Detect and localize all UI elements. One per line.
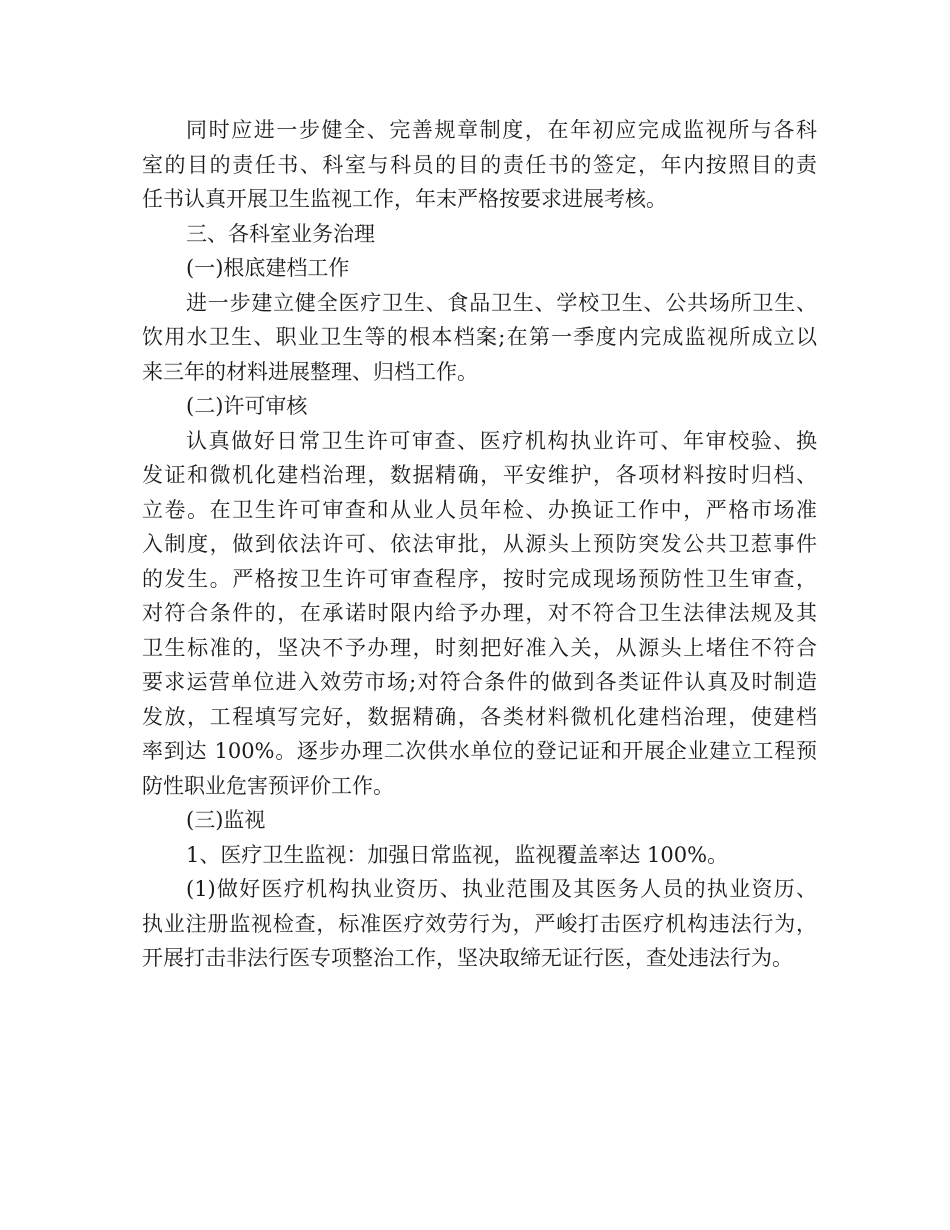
text-line: 防性职业危害预评价工作。 [142,773,394,798]
text-line: 的发生。严格按卫生许可审查程序，按时完成现场预防性卫生审查， [142,566,817,591]
text-line: 开展打击非法行医专项整治工作，坚决取缔无证行医，查处违法行为。 [142,946,793,970]
text-line: 对符合条件的，在承诺时限内给予办理，对不符合卫生法律法规及其 [142,601,817,625]
text-line: 入制度，做到依法许可、依法审批，从源头上预防突发公共卫惹事件 [142,532,817,556]
text-line: 卫生标准的，坚决不予办理，时刻把好准入关，从源头上堵住不符合 [142,635,817,660]
text-line: 任书认真开展卫生监视工作，年末严格按要求进展考核。 [142,187,667,211]
text-line: 执业注册监视检查，标准医疗效劳行为，严峻打击医疗机构违法行为， [142,911,817,936]
text-line: 来三年的材料进展整理、归档工作。 [142,359,478,384]
subsection-heading: (三)监视 [186,808,266,832]
section-heading: 三、各科室业务治理 [186,221,375,246]
text-line: 率到达 100%。逐步办理二次供水单位的登记证和开展企业建立工程预 [142,739,817,763]
text-line: 要求运营单位进入效劳市场;对符合条件的做到各类证件认真及时制造 [142,670,817,694]
text-line: 认真做好日常卫生许可审查、医疗机构执业许可、年审校验、换 [186,428,817,453]
text-line: 进一步建立健全医疗卫生、食品卫生、学校卫生、公共场所卫生、 [186,290,817,315]
text-line: 发证和微机化建档治理，数据精确，平安维护，各项材料按时归档、 [142,463,817,487]
text-line: 1、医疗卫生监视：加强日常监视，监视覆盖率达 100%。 [186,842,729,867]
document-body [142,113,817,976]
text-line: 饮用水卫生、职业卫生等的根本档案;在第一季度内完成监视所成立以 [142,325,817,349]
text-line: 室的目的责任书、科室与科员的目的责任书的签定，年内按照目的责 [142,152,817,177]
subsection-heading: (一)根底建档工作 [186,256,350,280]
subsection-heading: (二)许可审核 [186,394,308,418]
text-line: (1)做好医疗机构执业资历、执业范围及其医务人员的执业资历、 [186,877,817,901]
text-line: 同时应进一步健全、完善规章制度，在年初应完成监视所与各科 [186,118,817,142]
text-line: 发放，工程填写完好，数据精确，各类材料微机化建档治理，使建档 [142,704,817,729]
text-line: 立卷。在卫生许可审查和从业人员年检、办换证工作中，严格市场准 [142,497,817,522]
